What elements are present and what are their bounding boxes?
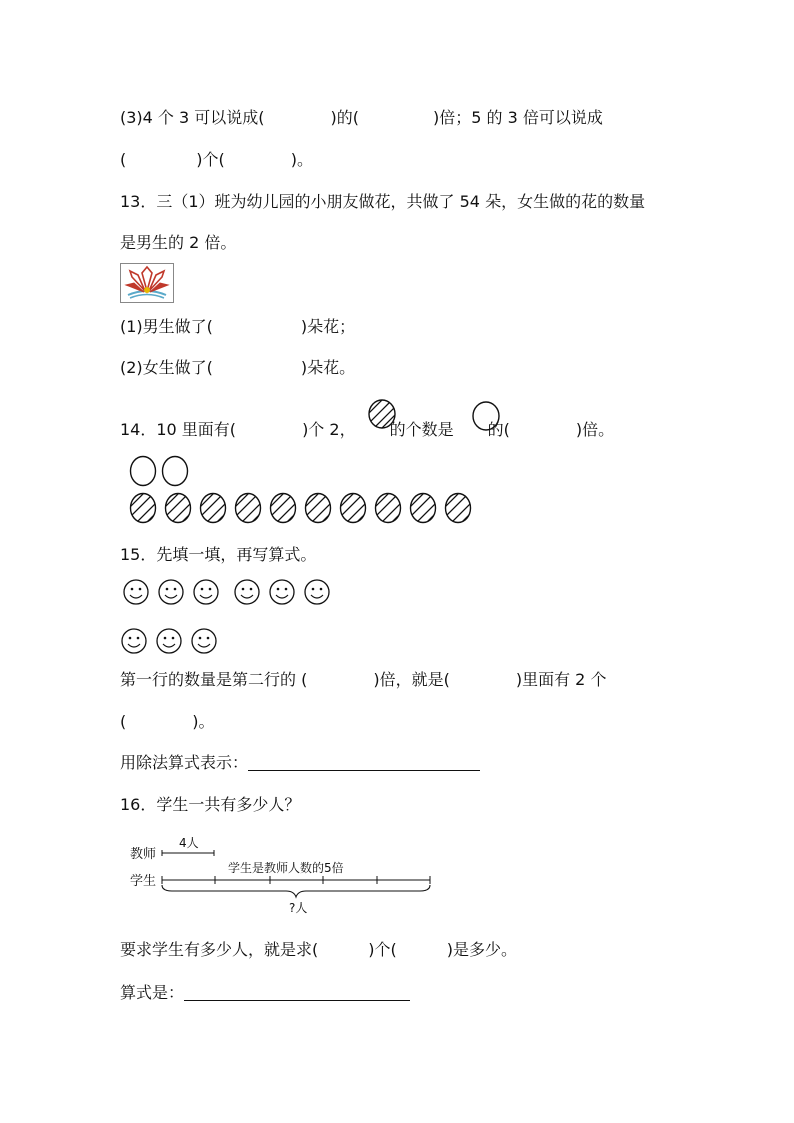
smiley-icon <box>157 629 181 653</box>
question-12-3-line1 <box>120 108 603 128</box>
question-15-division <box>120 753 480 773</box>
text: ( <box>120 712 127 731</box>
text: 14．10 里面有( <box>120 420 237 439</box>
line-segment-diagram <box>124 830 444 920</box>
text: )的( <box>330 108 360 127</box>
smiley-icon <box>194 580 218 604</box>
text: )倍；5 的 3 倍可以说成 <box>433 108 603 127</box>
question-16-formula <box>120 983 410 1003</box>
striped-ball-icon <box>228 488 270 528</box>
text: 的( <box>487 420 510 439</box>
text: )。 <box>290 150 313 169</box>
striped-ball-icon <box>438 488 480 528</box>
text: 用除法算式表示： <box>120 753 249 772</box>
text: )个 2， <box>302 420 356 439</box>
text: (3)4 个 3 可以说成( <box>120 108 265 127</box>
striped-ball-icon <box>368 488 410 528</box>
question-15-fill-line1 <box>120 670 606 690</box>
question-13-sub1 <box>120 317 355 337</box>
text: )朵花。 <box>300 358 356 377</box>
striped-ball-icon <box>333 488 375 528</box>
text: )是多少。 <box>446 940 517 959</box>
text: (1)男生做了( <box>120 317 213 336</box>
plain-ball-icon <box>470 400 502 432</box>
smiley-icon <box>305 580 329 604</box>
plain-ball-icon <box>163 457 188 486</box>
question-15-stem: 15．先填一填，再写算式。 <box>120 545 317 564</box>
text: 第一行的数量是第二行的 ( <box>120 670 308 689</box>
question-15-fill-line2 <box>120 712 215 732</box>
striped-ball-icon <box>158 488 200 528</box>
flower-image <box>120 263 174 303</box>
smiley-icon <box>159 580 183 604</box>
text: )倍，就是( <box>373 670 450 689</box>
smiley-icon <box>124 580 148 604</box>
teacher-count: 4人 <box>179 836 199 850</box>
question-16-stem: 16．学生一共有多少人？ <box>120 795 301 814</box>
total-brace <box>162 885 430 897</box>
text: )倍。 <box>575 420 615 439</box>
smiley-picture <box>120 576 340 656</box>
question-12-3-line2 <box>120 150 313 170</box>
unknown-total-label: ?人 <box>289 901 308 915</box>
striped-ball-icon <box>263 488 305 528</box>
teacher-label: 教师 <box>130 847 157 862</box>
question-13-stem-line1: 13．三（1）班为幼儿园的小朋友做花，共做了 54 朵，女生做的花的数量 <box>120 192 646 211</box>
striped-ball-icon <box>124 488 165 528</box>
q14-ball-picture <box>124 454 484 528</box>
text: 要求学生有多少人，就是求( <box>120 940 319 959</box>
smiley-icon <box>270 580 294 604</box>
answer-line[interactable] <box>184 984 410 1001</box>
smiley-icon <box>122 629 146 653</box>
text: )里面有 2 个 <box>515 670 607 689</box>
text: ( <box>120 150 127 169</box>
smiley-icon <box>235 580 259 604</box>
striped-ball-icon <box>403 488 445 528</box>
question-16-fill <box>120 940 517 960</box>
question-13-stem-line2: 是男生的 2 倍。 <box>120 233 237 252</box>
smiley-icon <box>192 629 216 653</box>
striped-ball-icon <box>298 488 340 528</box>
text: 的个数是 <box>389 420 454 439</box>
relation-label: 学生是教师人数的5倍 <box>228 861 344 875</box>
text: )朵花； <box>300 317 356 336</box>
striped-ball-icon <box>366 398 398 430</box>
text: (2)女生做了( <box>120 358 213 377</box>
answer-line[interactable] <box>248 754 480 771</box>
plain-ball-icon <box>131 457 156 486</box>
text: 算式是： <box>120 983 185 1002</box>
text: )个( <box>196 150 225 169</box>
question-13-sub2 <box>120 358 355 378</box>
striped-ball-icon <box>193 488 235 528</box>
text: )。 <box>192 712 215 731</box>
student-label: 学生 <box>130 874 157 889</box>
text: )个( <box>368 940 397 959</box>
